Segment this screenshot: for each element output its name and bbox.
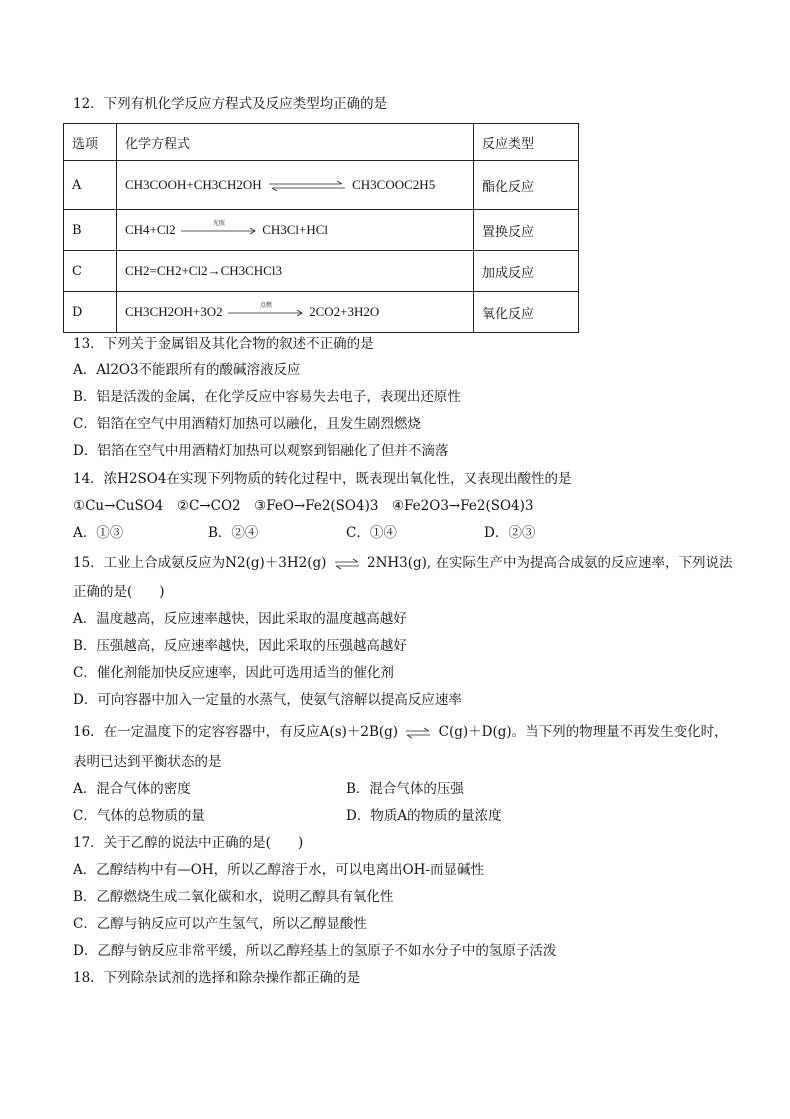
question-14-stem: 14．浓H2SO4在实现下列物质的转化过程中，既表现出氧化性，又表现出酸性的是 [73, 471, 572, 487]
question-16-stem-line2: 表明已达到平衡状态的是 [73, 754, 222, 770]
row-option: A [64, 161, 117, 210]
q17-option-b: B．乙醇燃烧生成二氧化碳和水，说明乙醇具有氧化性 [73, 889, 394, 905]
table-row [64, 251, 579, 292]
reaction-condition: 光照 [212, 221, 225, 228]
question-18-stem: 18．下列除杂试剂的选择和除杂操作都正确的是 [73, 970, 361, 986]
q14-item-1: ①Cu→CuSO4 [73, 498, 164, 514]
row-option: D [64, 292, 117, 333]
equation-left: CH3COOH+CH3CH2OH [125, 176, 262, 192]
equilibrium-arrow-icon [333, 557, 361, 571]
q15-option-c: C．催化剂能加快反应速率，因此可选用适当的催化剂 [73, 665, 394, 681]
row-option: B [64, 210, 117, 251]
q16-option-c: C．气体的总物质的量 [73, 808, 205, 824]
arrow-icon [181, 221, 257, 236]
q17-option-d: D．乙醇与钠反应非常平缓，所以乙醇羟基上的氢原子不如水分子中的氢原子活泼 [73, 943, 557, 959]
q15-stem-part-b: 2NH3(g), 在实际生产中为提高合成氨的反应速率，下列说法 [366, 555, 733, 571]
q14-item-2: ②C→CO2 [176, 498, 241, 514]
q14-option-d: D．②③ [484, 525, 536, 541]
row-type: 置换反应 [474, 210, 579, 251]
question-15-stem-line2: 正确的是( ) [73, 584, 165, 600]
equilibrium-arrow-icon [404, 726, 432, 740]
row-equation: CH2=CH2+Cl2→CH3CHCl3 [117, 251, 474, 292]
q15-option-a: A．温度越高，反应速率越快，因此采取的温度越高越好 [73, 611, 407, 627]
q16-option-b: B．混合气体的压强 [346, 781, 464, 797]
q16-stem-part-a: 16．在一定温度下的定容容器中，有反应A(s)＋2B(g) [73, 724, 399, 740]
q14-option-c: C．①④ [346, 525, 397, 541]
q15-option-b: B．压强越高，反应速率越快，因此采取的压强越高越好 [73, 638, 407, 654]
reaction-table [63, 123, 579, 333]
question-16-stem-line1 [73, 722, 728, 742]
header-type: 反应类型 [474, 124, 579, 161]
header-option: 选项 [64, 124, 117, 161]
table-row [64, 292, 579, 333]
header-equation: 化学方程式 [117, 124, 474, 161]
q14-item-4: ④Fe2O3→Fe2(SO4)3 [391, 498, 534, 514]
row-option: C [64, 251, 117, 292]
equation-left: CH4+Cl2 [125, 222, 176, 237]
question-15-stem-line1 [73, 553, 733, 573]
q17-option-a: A．乙醇结构中有—OH，所以乙醇溶于水，可以电离出OH-而显碱性 [73, 862, 484, 878]
q13-option-b: B．铝是活泼的金属，在化学反应中容易失去电子，表现出还原性 [73, 389, 461, 405]
table-header-row [64, 124, 579, 161]
q13-option-d: D．铝箔在空气中用酒精灯加热可以观察到铝融化了但并不滴落 [73, 443, 449, 459]
q13-option-c: C．铝箔在空气中用酒精灯加热可以融化，且发生剧烈燃烧 [73, 416, 421, 432]
row-type: 酯化反应 [474, 161, 579, 210]
equation-right: CH3COOC2H5 [352, 176, 436, 192]
row-type: 加成反应 [474, 251, 579, 292]
q14-items [73, 496, 533, 516]
question-17-stem: 17．关于乙醇的说法中正确的是( ) [73, 835, 304, 851]
q15-option-d: D．可向容器中加入一定量的水蒸气，使氨气溶解以提高反应速率 [73, 692, 462, 708]
reaction-condition: 点燃 [259, 303, 272, 310]
q14-item-3: ③FeO→Fe2(SO4)3 [254, 498, 379, 514]
reversible-arrow-icon [267, 179, 347, 193]
q15-stem-part-a: 15．工业上合成氨反应为N2(g)＋3H2(g) [73, 555, 327, 571]
table-row [64, 161, 579, 210]
row-equation [117, 292, 474, 333]
equation-right: CH3Cl+HCl [262, 222, 329, 237]
q16-option-a: A．混合气体的密度 [73, 781, 191, 797]
arrow-icon [228, 303, 304, 318]
q16-stem-part-b: C(g)＋D(g)。当下列的物理量不再发生变化时， [438, 724, 728, 740]
table-row [64, 210, 579, 251]
equation-left: CH3CH2OH+3O2 [125, 304, 223, 319]
row-equation [117, 210, 474, 251]
row-type: 氧化反应 [474, 292, 579, 333]
question-13-stem: 13．下列关于金属铝及其化合物的叙述不正确的是 [73, 336, 374, 352]
question-12-stem: 12．下列有机化学反应方程式及反应类型均正确的是 [73, 96, 388, 112]
equation-right: 2CO2+3H2O [309, 304, 380, 319]
q13-option-a: A．Al2O3不能跟所有的酸碱溶液反应 [73, 362, 301, 378]
q17-option-c: C．乙醇与钠反应可以产生氢气，所以乙醇显酸性 [73, 916, 367, 932]
q16-option-d: D．物质A的物质的量浓度 [346, 808, 502, 824]
q14-option-b: B．②④ [208, 525, 259, 541]
row-equation [117, 161, 474, 210]
q14-option-a: A．①③ [73, 525, 124, 541]
